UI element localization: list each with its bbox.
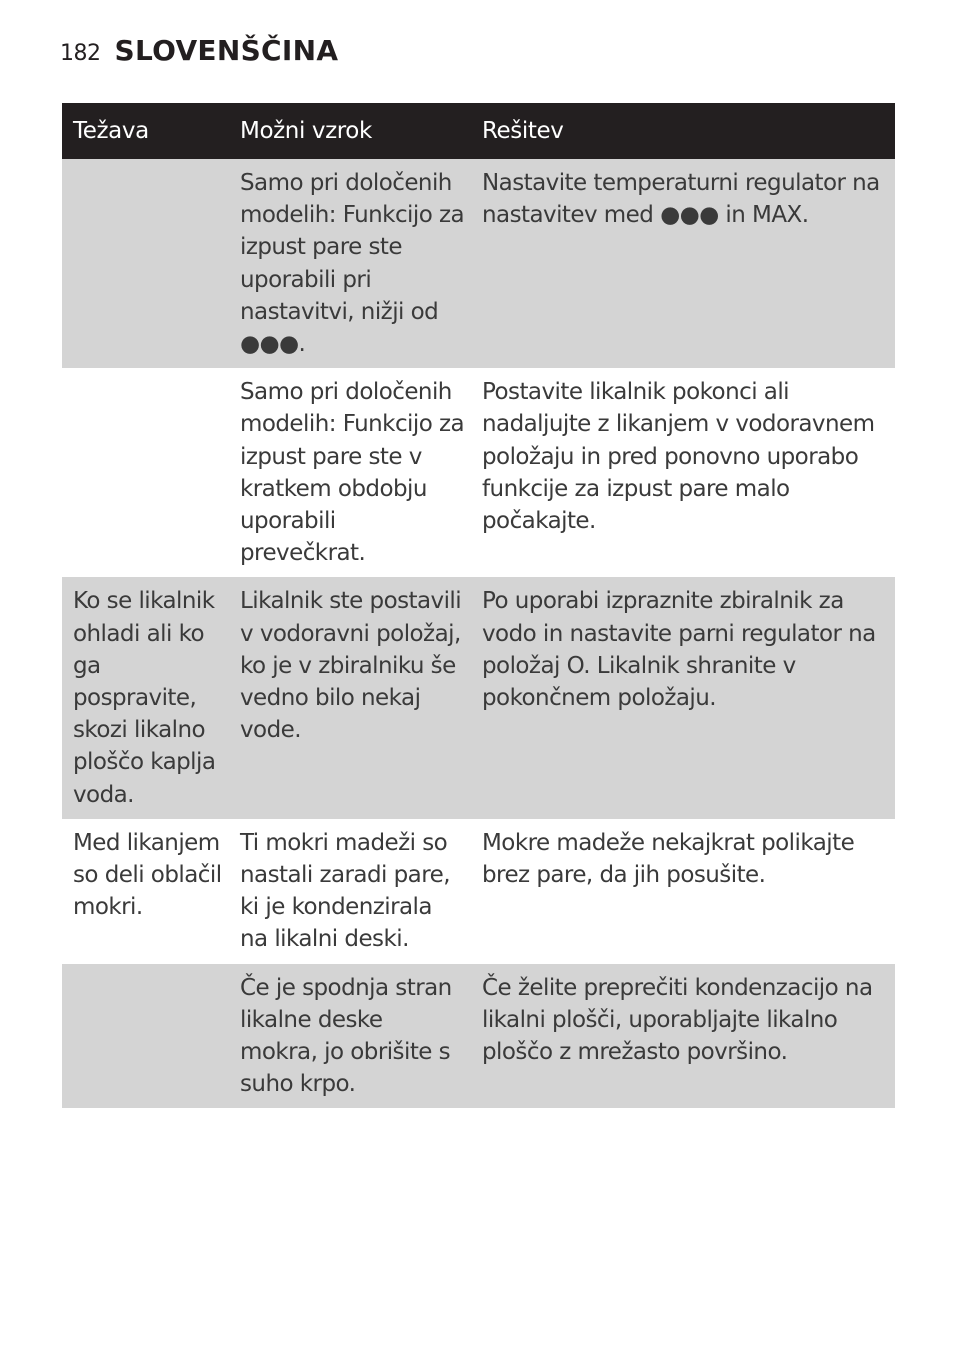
solution-cell: Če želite preprečiti kondenzacijo na likalni plošči, uporabljajte likalno ploščo z mrežasto površino. — [471, 964, 895, 1109]
section-title: SLOVENŠČINA — [114, 34, 339, 67]
cause-cell: Ti mokri madeži so nastali zaradi pare, ki je kondenzirala na likalni deski. — [229, 819, 471, 964]
troubleshooting-table — [62, 103, 895, 1108]
cause-cell: Samo pri določenih modelih: Funkcijo za izpust pare ste v kratkem obdobju uporabili prevečkrat. — [229, 368, 471, 577]
column-header-cause: Možni vzrok — [229, 103, 471, 159]
solution-cell: Mokre madeže nekajkrat polikajte brez pare, da jih posušite. — [471, 819, 895, 964]
table-row — [62, 159, 895, 368]
problem-cell — [62, 964, 229, 1109]
column-header-solution: Rešitev — [471, 103, 895, 159]
cause-cell: Likalnik ste postavili v vodoravni položaj, ko je v zbiralniku še vedno bilo nekaj vode. — [229, 577, 471, 818]
column-header-problem: Težava — [62, 103, 229, 159]
page-header — [60, 34, 338, 67]
cause-cell: Če je spodnja stran likalne deske mokra, jo obrišite s suho krpo. — [229, 964, 471, 1109]
solution-cell: Nastavite temperaturni regulator na nastavitev med ●●● in MAX. — [471, 159, 895, 368]
table-row — [62, 819, 895, 964]
problem-cell: Med likanjem so deli oblačil mokri. — [62, 819, 229, 964]
table-row — [62, 964, 895, 1109]
problem-cell — [62, 368, 229, 577]
table-header-row — [62, 103, 895, 159]
problem-cell: Ko se likalnik ohladi ali ko ga pospravite, skozi likalno ploščo kaplja voda. — [62, 577, 229, 818]
table-row — [62, 577, 895, 818]
table-row — [62, 368, 895, 577]
solution-cell: Postavite likalnik pokonci ali nadaljujte z likanjem v vodoravnem položaju in pred ponovno uporabo funkcije za izpust pare malo počakajte. — [471, 368, 895, 577]
cause-cell: Samo pri določenih modelih: Funkcijo za izpust pare ste uporabili pri nastavitvi, nižji od ●●●. — [229, 159, 471, 368]
solution-cell: Po uporabi izpraznite zbiralnik za vodo in nastavite parni regulator na položaj O. Likalnik shranite v pokončnem položaju. — [471, 577, 895, 818]
page-number: 182 — [60, 41, 101, 66]
problem-cell — [62, 159, 229, 368]
